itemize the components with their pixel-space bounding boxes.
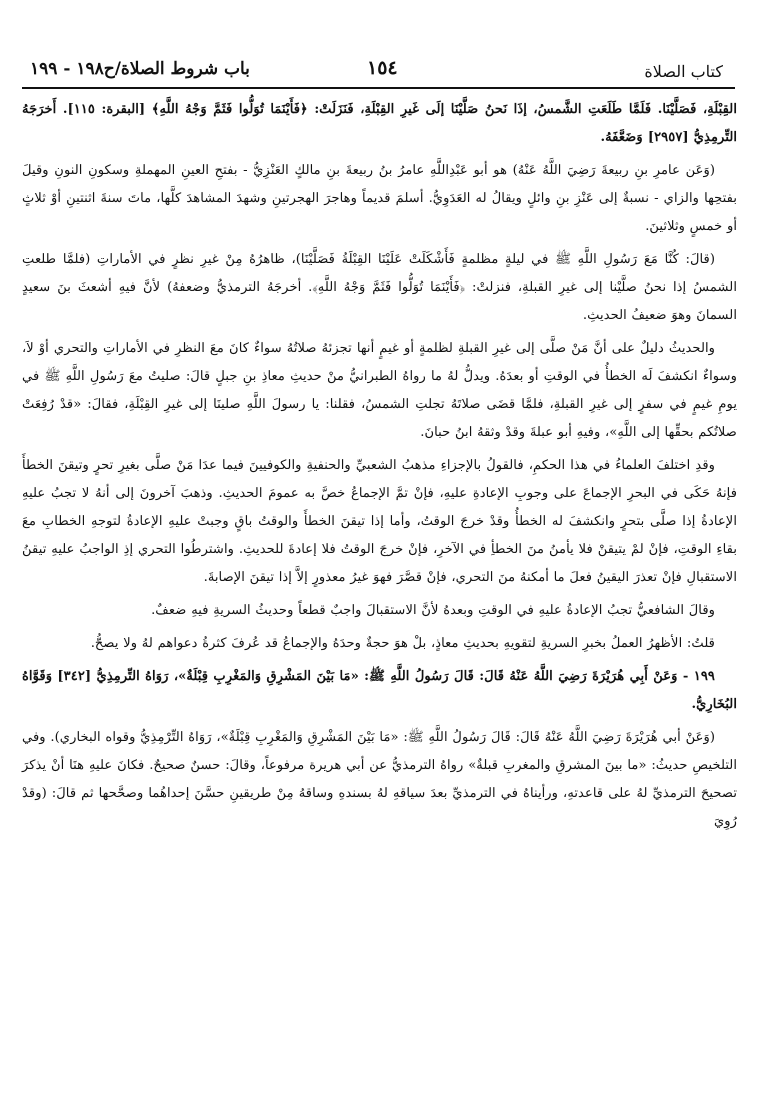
hadith-text-continued: القِبْلَةِ، فَصَلَّيْنَا. فَلَمَّا طَلَعَتِ الشَّمسُ، إذَا نَحنُ صَلَّيْنَا إلَى غَيرِ القِبْلَةِ، فَنَزَلَتْ: ﴿فَأَيْنَمَا تُوَلُّوا فَثَمَّ وَجْهُ اللَّهِ﴾ [البقرة: ١١٥]. أَخرَجَهُ التِّرمِذِيُّ [٢٩٥٧] وَضَعَّفَهُ. xyxy=(22,102,737,145)
book-title: كتاب الصلاة xyxy=(644,62,723,81)
page-body xyxy=(22,96,737,841)
page-header xyxy=(22,57,735,89)
hadith-evidence: والحديثُ دليلٌ على أنَّ مَنْ صلَّى إلى غيرِ القبلةِ لظلمةٍ أو غيمٍ أنها تجزئهُ صلاتُهُ سواءٌ كانَ معَ النظرِ في الأماراتِ والتحري أوْ لاَ، وسواءٌ انكشفَ لَه الخطأُ في الوقتِ أو بعدَهُ. ويدلُّ لهُ ما رواهُ الطبرانيُّ منْ حديثِ معاذِ بنِ جبلٍ قالَ: صليتُ معَ رَسُولِ اللَّهِ ﷺ في يومِ غيمٍ في سفرٍ إلى غيرِ القبلةِ، فلمَّا قضَى صلاتَهُ تجلتِ الشمسُ، فقلنا: يا رسولَ اللَّهِ صلينَا إلى غيرِ القِبْلَةِ، فقالَ: «قدْ رُفِعَتْ صلاتُكم بحقِّها إلى اللَّهِ»، وفيهِ أبو عبلةَ وقدْ وثقهُ ابنُ حبانَ. xyxy=(22,341,737,440)
hadith-commentary: (قالَ: كُنَّا مَعَ رَسُولِ اللَّهِ ﷺ في ليلةٍ مظلمةٍ فَأَشْكَلَتْ عَلَيْنَا القِبْلَةُ فَصَلَّيْنَا)، ظاهرُهُ مِنْ غيرِ نظرٍ في الأماراتِ (فلمَّا طلعتِ الشمسُ إذا نحنُ صلَّيْنا إلى غيرِ القبلةِ، فنزلتْ: ﴿فَأَيْنَمَا تُوَلُّوا فَثَمَّ وَجْهُ اللَّهِ﴾. أخرجَهُ الترمذيُّ وضعفهُ) لأنَّ فيهِ أشعثَ بنَ سعيدٍ السمانَ وهوَ ضعيفُ الحديثِ. xyxy=(22,252,737,323)
hadith-199: ١٩٩ - وَعَنْ أَبِي هُرَيْرَةَ رَضِيَ اللَّهُ عَنْهُ قَالَ: قَالَ رَسُولُ اللَّهِ ﷺ: «مَا بَيْنَ المَشْرِقِ وَالمَغْرِبِ قِبْلَةٌ»، رَوَاهُ التِّرمِذِيُّ [٣٤٢] وَقَوَّاهُ البُخَارِيُّ. xyxy=(22,669,737,712)
author-comment: قلتُ: الأظهرُ العملُ بخبرِ السريةِ لتقويهِ بحديثِ معاذٍ، بلْ هوَ حجةٌ وحدَهُ والإجماعُ قد عُرفَ كثرةُ دعواهم لهُ ولا يصحُّ. xyxy=(90,636,715,651)
scholars-opinions: وقدِ اختلفَ العلماءُ في هذا الحكمِ، فالقولُ بالإجزاءِ مذهبُ الشعبيِّ والحنفيةِ والكوفيينَ فيما عدَا مَنْ صلَّى بغيرِ تحرٍ وتيقنَ الخطأَ فإنهُ حَكَى في البحرِ الإجماعَ على وجوبِ الإعادةِ عليهِ، فإنْ تمَّ الإجماعُ خصَّ به عمومَ الحديثِ. وذهبَ آخرونَ إلى أنهُ لا تجبُ عليهِ الإعادةُ إذا صلَّى بتحرٍ وانكشفَ له الخطأُ وقدْ خرجَ الوقتُ، وأما إذا تيقنَ الخطأَ والوقتُ باقٍ وجبتْ عليهِ الإعادةُ لتوجهِ الخطابِ معَ بقاءِ الوقتِ، فإنْ لمْ يتيقنْ فلا يأمنُ منَ الخطأِ في الآخرِ، فإنْ خرجَ الوقتُ فلا إعادةَ للحديثِ. واشترطُوا التحري إذِ الواجبُ عليهِ تيقنُ الاستقبالِ فإنْ تعذرَ اليقينُ فعلَ ما أمكنهُ منَ التحري، فإنْ قصَّرَ فهوَ غيرُ معذورٍ إلاَّ إذا تيقنَ الإصابةَ. xyxy=(22,458,737,585)
hadith-199-commentary: (وَعَنْ أبي هُرَيْرَةَ رَضِيَ اللَّهُ عَنْهُ قَالَ: قَالَ رَسُولُ اللَّهِ ﷺ: «مَا بَيْنَ المَشْرِقِ وَالمَغْرِبِ قِبْلَةٌ»، رَوَاهُ التِّرْمِذِيُّ وقواه البخاري). وفي التلخيصِ حديثُ: «ما بينَ المشرقِ والمغربِ قبلةٌ» رواهُ الترمذيُّ عن أبي هريرة مرفوعاً، وقالَ: حسنٌ صحيحٌ. فكانَ عليهِ هنَا أنْ يذكرَ تصحيحَ الترمذيِّ لهُ على قاعدتهِ، ورأيناهُ في الترمذيِّ بعدَ سياقهِ لهُ بسندهِ وساقهُ مِنْ طريقينِ حسَّنَ إحداهُما وصحَّحها ثم قالَ: (وقدْ رُوِيَ xyxy=(22,730,737,829)
chapter-title: باب شروط الصلاة/ح١٩٨ - ١٩٩ xyxy=(30,59,250,79)
page-number: ١٥٤ xyxy=(367,57,398,79)
narrator-biography: (وَعَن عامرِ بنِ ربيعةَ رَضِيَ اللَّهُ عَنْهُ) هو أبو عَبْدِاللَّهِ عامرُ بنُ ربيعةَ بنِ مالكٍ العَنْزِيُّ - بفتحِ العينِ المهملةِ وسكونِ النونِ وقيلَ بفتحِها والزاي - نسبةٌ إلى عَنْزِ بنِ وائلٍ ويقالُ له العَدَوِيُّ. أسلمَ قديماً وهاجرَ الهجرتينِ وشهدَ المشاهدَ كلَّها، ماتَ سنةَ اثنتينِ أوْ ثلاثٍ أو خمسٍ وثلاثينَ. xyxy=(22,163,737,234)
shafii-opinion: وقالَ الشافعيُّ تجبُ الإعادةُ عليهِ في الوقتِ وبعدهُ لأنَّ الاستقبالَ واجبٌ قطعاً وحديثُ السريةِ فيهِ ضعفٌ. xyxy=(151,603,715,618)
